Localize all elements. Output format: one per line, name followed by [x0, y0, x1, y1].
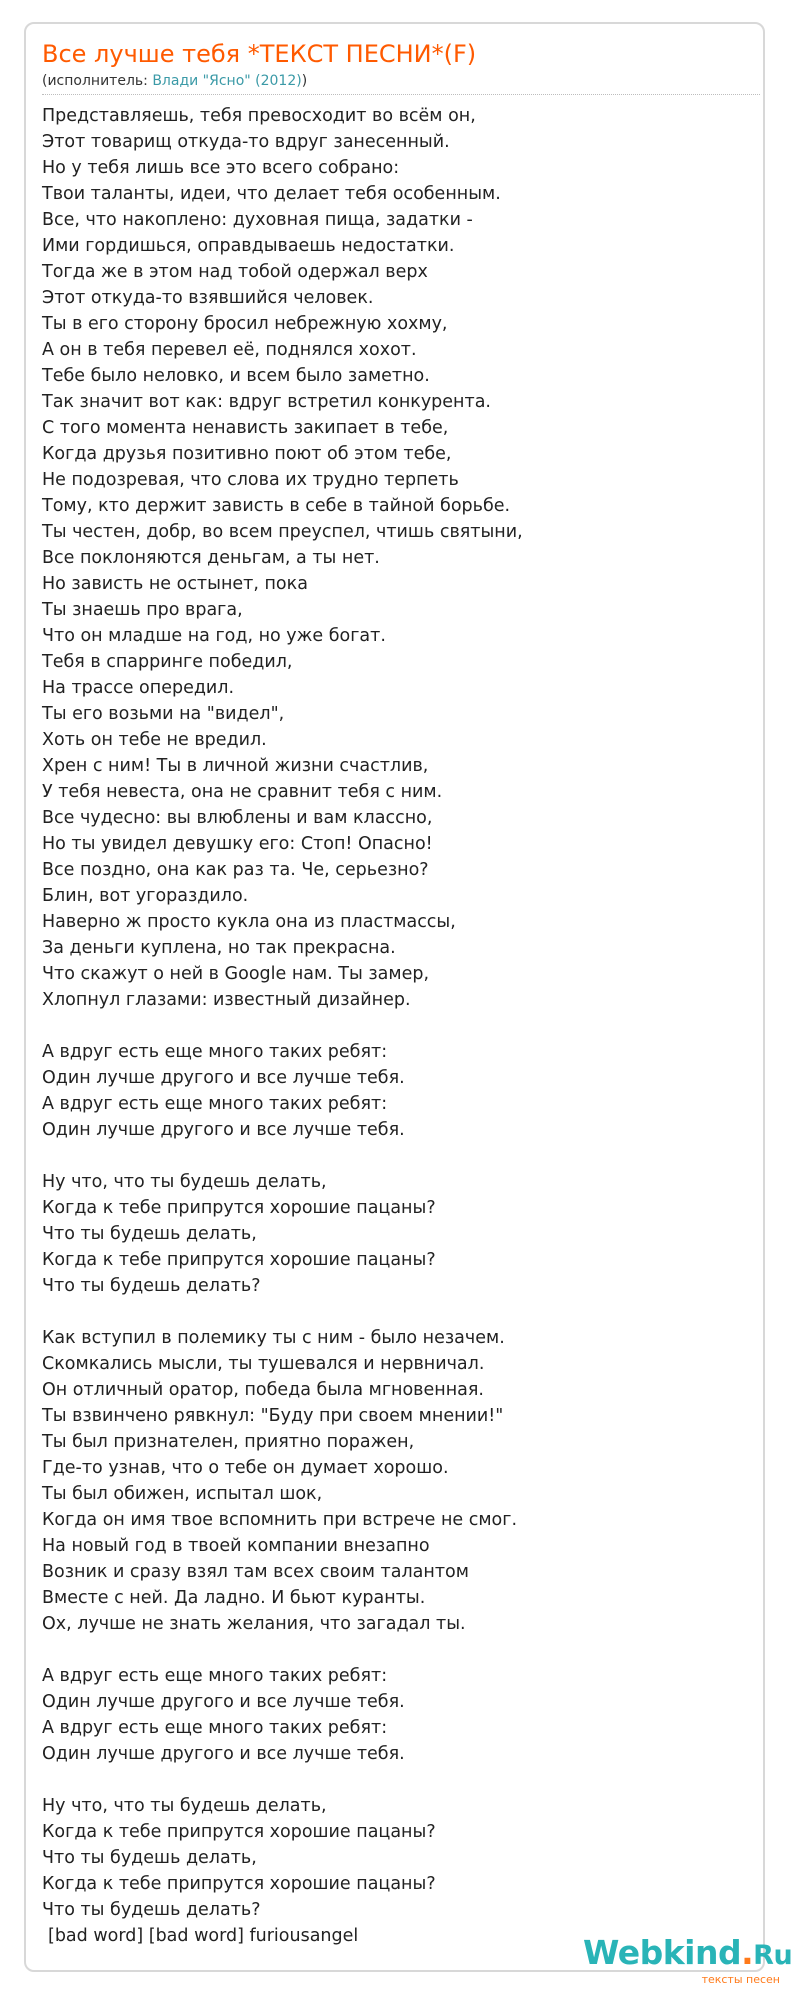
lyric-line: Но у тебя лишь все это всего собрано:	[42, 158, 400, 178]
lyric-line: Возник и сразу взял там всех своим талантом	[42, 1562, 469, 1582]
lyric-line: Ну что, что ты будешь делать,	[42, 1172, 327, 1192]
lyric-line: На новый год в твоей компании внезапно	[42, 1536, 430, 1556]
lyric-line: Когда он имя твое вспомнить при встрече не смог.	[42, 1510, 518, 1530]
lyric-line: Когда к тебе припрутся хорошие пацаны?	[42, 1198, 436, 1218]
logo-wordmark	[583, 1933, 792, 1972]
title-divider	[42, 94, 760, 95]
lyric-line: А вдруг есть еще много таких ребят:	[42, 1666, 388, 1686]
lyrics-tags: [bad word] [bad word] furiousangel	[48, 1926, 359, 1946]
lyric-line: Ты знаешь про врага,	[42, 600, 243, 620]
logo-dot: .	[741, 1933, 754, 1972]
lyric-line: Когда к тебе припрутся хорошие пацаны?	[42, 1250, 436, 1270]
lyric-line: Ты его возьми на "видел",	[42, 704, 285, 724]
lyric-line: Не подозревая, что слова их трудно терпеть	[42, 470, 459, 490]
lyric-line: Один лучше другого и все лучше тебя.	[42, 1744, 405, 1764]
lyric-line: Что ты будешь делать?	[42, 1900, 261, 1920]
lyric-line: Наверно ж просто кукла она из пластмассы,	[42, 912, 456, 932]
logo-tld: Ru	[753, 1940, 793, 1971]
lyric-line: Тебе было неловко, и всем было заметно.	[42, 366, 430, 386]
lyric-line: А он в тебя перевел её, поднялся хохот.	[42, 340, 417, 360]
lyric-line: Он отличный оратор, победа была мгновенная.	[42, 1380, 484, 1400]
lyric-line: Один лучше другого и все лучше тебя.	[42, 1692, 405, 1712]
lyric-line: Ты честен, добр, во всем преуспел, чтишь святыни,	[42, 522, 523, 542]
meta-suffix: )	[301, 73, 308, 89]
lyric-line: Что ты будешь делать?	[42, 1276, 261, 1296]
lyric-line: Когда к тебе припрутся хорошие пацаны?	[42, 1874, 436, 1894]
lyrics-text	[42, 103, 742, 1949]
lyric-line: Ну что, что ты будешь делать,	[42, 1796, 327, 1816]
lyric-line: Но ты увидел девушку его: Стоп! Опасно!	[42, 834, 433, 854]
lyric-line: Скомкались мысли, ты тушевался и нервничал.	[42, 1354, 485, 1374]
lyrics-stanza	[42, 1663, 742, 1767]
lyric-line: А вдруг есть еще много таких ребят:	[42, 1094, 388, 1114]
lyric-line: Тебя в спарринге победил,	[42, 652, 293, 672]
artist-link[interactable]: Влади "Ясно"	[152, 73, 251, 89]
lyric-line: Хрен с ним! Ты в личной жизни счастлив,	[42, 756, 429, 776]
lyric-line: Когда к тебе припрутся хорошие пацаны?	[42, 1822, 436, 1842]
lyric-line: Ими гордишься, оправдываешь недостатки.	[42, 236, 455, 256]
lyric-line: Этот товарищ откуда-то вдруг занесенный.	[42, 132, 450, 152]
lyric-line: Тогда же в этом над тобой одержал верх	[42, 262, 428, 282]
logo-tagline: тексты песен	[701, 1973, 780, 1986]
lyrics-stanza	[42, 1793, 742, 1949]
lyric-line: Ты был признателен, приятно поражен,	[42, 1432, 415, 1452]
lyric-line: Ты был обижен, испытал шок,	[42, 1484, 323, 1504]
lyric-line: Как вступил в полемику ты с ним - было незачем.	[42, 1328, 505, 1348]
lyric-line: Так значит вот как: вдруг встретил конкурента.	[42, 392, 491, 412]
lyric-line: Все поклоняются деньгам, а ты нет.	[42, 548, 380, 568]
lyric-line: Один лучше другого и все лучше тебя.	[42, 1068, 405, 1088]
lyric-line: Хоть он тебе не вредил.	[42, 730, 267, 750]
lyric-line: На трассе опередил.	[42, 678, 235, 698]
lyric-line: Все чудесно: вы влюблены и вам классно,	[42, 808, 433, 828]
lyric-line: Ты взвинчено рявкнул: "Буду при своем мнении!"	[42, 1406, 504, 1426]
lyric-line: За деньги куплена, но так прекрасна.	[42, 938, 396, 958]
lyric-line: С того момента ненависть закипает в тебе,	[42, 418, 449, 438]
lyric-line: Но зависть не остынет, пока	[42, 574, 308, 594]
lyric-line: Представляешь, тебя превосходит во всём он,	[42, 106, 476, 126]
lyrics-stanza	[42, 1325, 742, 1637]
song-meta	[42, 73, 307, 89]
lyric-line: Один лучше другого и все лучше тебя.	[42, 1120, 405, 1140]
lyric-line: Все поздно, она как раз та. Че, серьезно?	[42, 860, 429, 880]
lyric-line: Вместе с ней. Да ладно. И бьют куранты.	[42, 1588, 426, 1608]
lyric-line: У тебя невеста, она не сравнит тебя с ним.	[42, 782, 443, 802]
logo-name: Webkind	[583, 1933, 742, 1972]
lyric-line: Что скажут о ней в Google нам. Ты замер,	[42, 964, 430, 984]
lyric-line: Все, что накоплено: духовная пища, задатки -	[42, 210, 473, 230]
lyric-line: Твои таланты, идеи, что делает тебя особенным.	[42, 184, 501, 204]
lyric-line: А вдруг есть еще много таких ребят:	[42, 1718, 388, 1738]
lyric-line: Что ты будешь делать,	[42, 1224, 257, 1244]
lyric-line: Этот откуда-то взявшийся человек.	[42, 288, 374, 308]
lyric-line: Когда друзья позитивно поют об этом тебе,	[42, 444, 452, 464]
webkind-logo[interactable]	[583, 1933, 793, 1993]
lyric-line: Хлопнул глазами: известный дизайнер.	[42, 990, 411, 1010]
lyric-line: Ты в его сторону бросил небрежную хохму,	[42, 314, 448, 334]
lyric-line: Блин, вот угораздило.	[42, 886, 249, 906]
lyric-line: Тому, кто держит зависть в себе в тайной борьбе.	[42, 496, 511, 516]
lyric-line: А вдруг есть еще много таких ребят:	[42, 1042, 388, 1062]
song-title: Все лучше тебя *ТЕКСТ ПЕСНИ*(F)	[42, 40, 477, 68]
meta-prefix: (исполнитель:	[42, 73, 153, 89]
lyrics-stanza	[42, 1039, 742, 1143]
lyrics-stanza	[42, 1169, 742, 1299]
year-link[interactable]: (2012)	[255, 73, 302, 89]
lyric-line: Где-то узнав, что о тебе он думает хорошо.	[42, 1458, 449, 1478]
lyric-line: Что ты будешь делать,	[42, 1848, 257, 1868]
lyrics-stanza	[42, 103, 742, 1013]
lyric-line: Ох, лучше не знать желания, что загадал ты.	[42, 1614, 466, 1634]
lyric-line: Что он младше на год, но уже богат.	[42, 626, 386, 646]
